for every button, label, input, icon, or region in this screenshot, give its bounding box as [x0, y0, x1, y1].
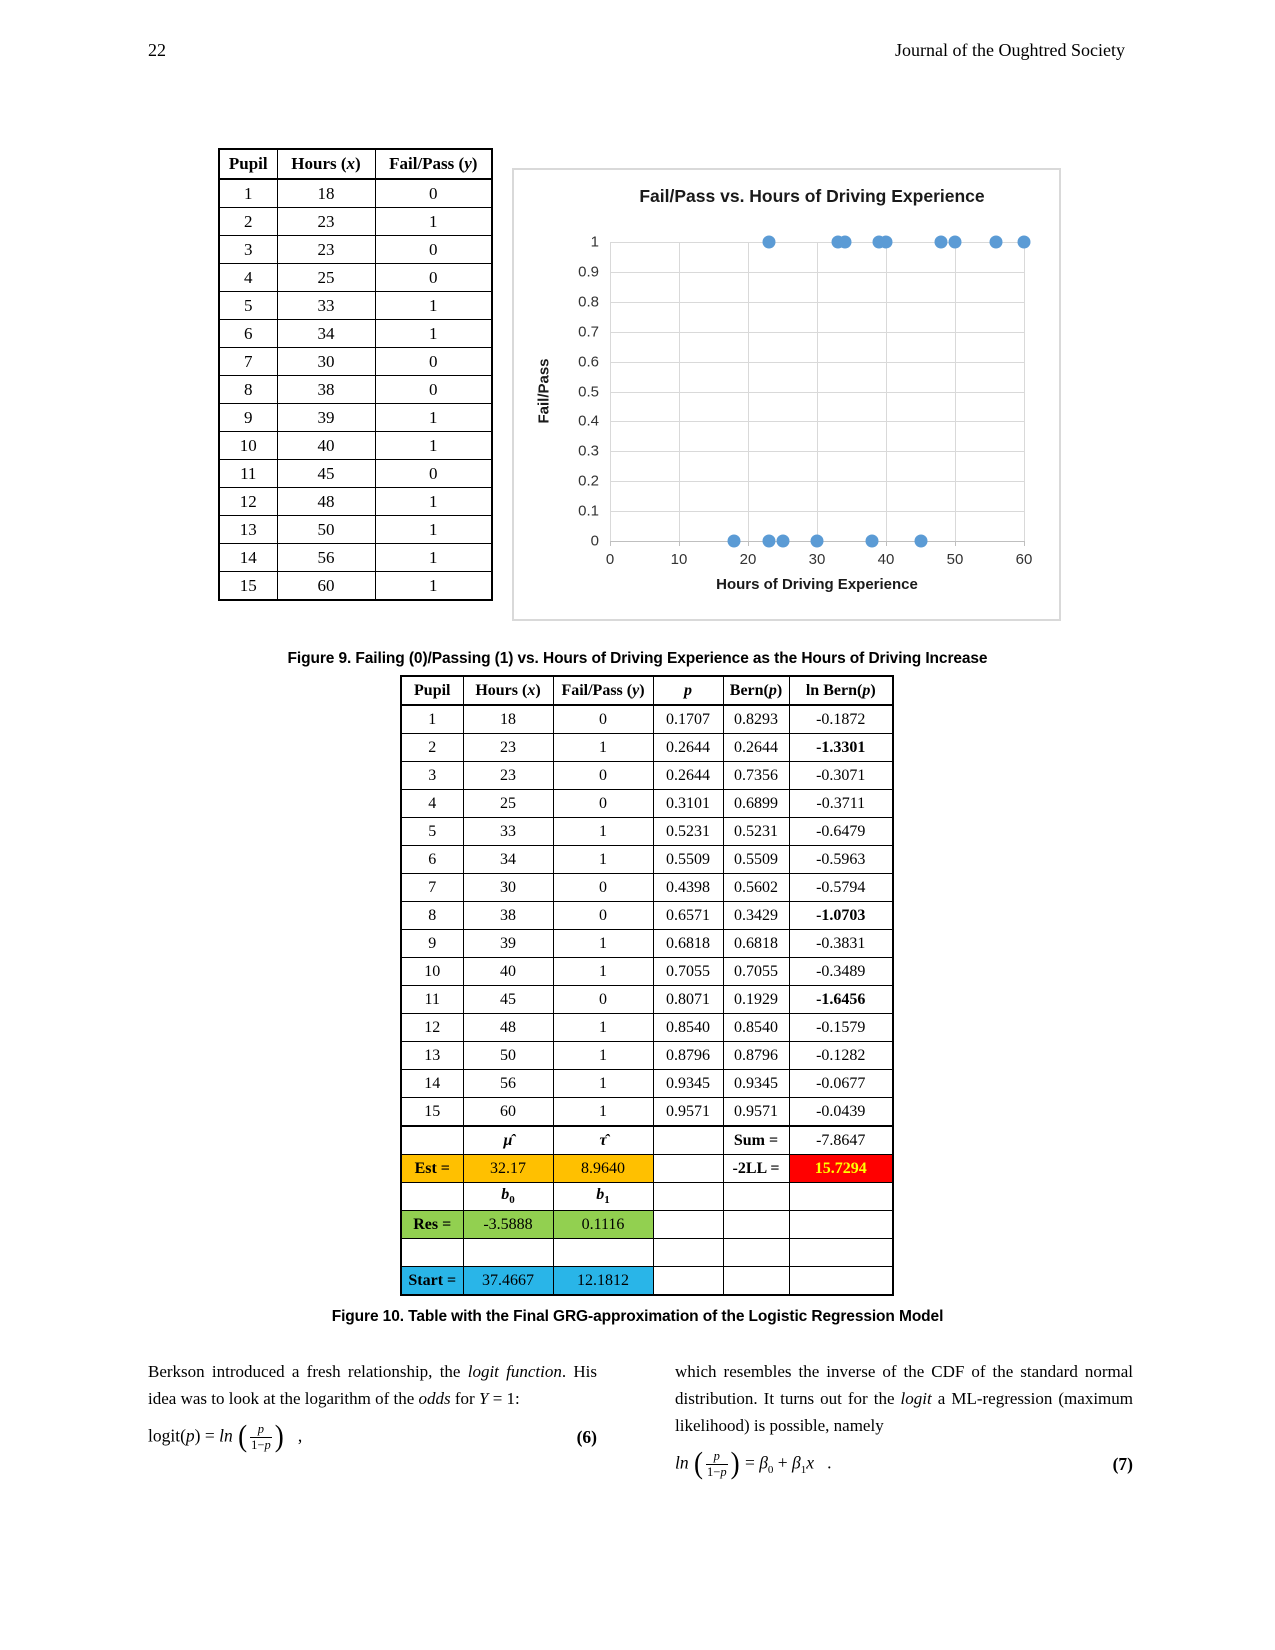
y-tick-label: 0	[590, 532, 599, 550]
table-cell: 18	[277, 179, 375, 208]
tick-mark	[1024, 541, 1025, 546]
table-cell: 9	[219, 404, 277, 432]
table-cell: 48	[463, 1014, 553, 1042]
table-cell: 50	[463, 1042, 553, 1070]
table-cell: 0.8540	[723, 1014, 789, 1042]
y-tick-label: 0.1	[578, 502, 599, 520]
data-point	[949, 236, 962, 249]
table-cell: 1	[375, 432, 492, 460]
data-point	[990, 236, 1003, 249]
table-cell: 0	[375, 460, 492, 488]
table-cell: 0.9345	[723, 1070, 789, 1098]
table-cell: 13	[401, 1042, 463, 1070]
tick-mark	[886, 541, 887, 546]
table-cell: 5	[401, 818, 463, 846]
table-cell: τ̂	[553, 1126, 653, 1155]
table-cell: -2LL =	[723, 1155, 789, 1183]
table-cell: 40	[277, 432, 375, 460]
table-cell: 0.8293	[723, 705, 789, 734]
table-cell: 12	[219, 488, 277, 516]
table-cell: 60	[463, 1098, 553, 1127]
x-tick-label: 50	[946, 551, 964, 568]
data-point	[879, 236, 892, 249]
table-cell: 15.7294	[789, 1155, 893, 1183]
table-cell: -1.3301	[789, 734, 893, 762]
gridline	[886, 242, 887, 541]
table-cell: 0.5602	[723, 874, 789, 902]
table-cell: 8.9640	[553, 1155, 653, 1183]
table-cell	[653, 1183, 723, 1211]
table-cell	[723, 1183, 789, 1211]
table-cell: 12.1812	[553, 1267, 653, 1296]
gridline	[610, 242, 611, 541]
table-cell: 23	[463, 734, 553, 762]
table-cell	[463, 1239, 553, 1267]
table-cell: 1	[375, 208, 492, 236]
column-header: p	[653, 676, 723, 705]
table-row	[219, 292, 492, 320]
equation-body: logit(p) = ln ( $\frac{p}{1-p}$ ) ,	[148, 1418, 303, 1453]
table-row	[219, 404, 492, 432]
table-cell: 5	[219, 292, 277, 320]
table-cell: 39	[277, 404, 375, 432]
data-point	[762, 236, 775, 249]
table-cell: 0.5509	[653, 846, 723, 874]
table-cell: 0	[375, 264, 492, 292]
x-tick-label: 40	[877, 551, 895, 568]
table-cell: 1	[553, 734, 653, 762]
equation-7	[675, 1445, 1133, 1480]
table-cell: 23	[277, 208, 375, 236]
table-cell: 0.1116	[553, 1211, 653, 1239]
table-row	[401, 1042, 893, 1070]
table-cell: 1	[375, 544, 492, 572]
table-cell	[723, 1211, 789, 1239]
table-cell: 38	[277, 376, 375, 404]
table-cell: 3	[401, 762, 463, 790]
table-cell: Est =	[401, 1155, 463, 1183]
y-tick-label: 0.3	[578, 442, 599, 460]
table-cell: 0.6899	[723, 790, 789, 818]
table-cell	[653, 1239, 723, 1267]
table-cell: 12	[401, 1014, 463, 1042]
table-cell: 48	[277, 488, 375, 516]
pupil-hours-table	[218, 148, 493, 601]
table-cell: 1	[553, 846, 653, 874]
table-row	[401, 1014, 893, 1042]
data-point	[914, 535, 927, 548]
table-cell: -0.5963	[789, 846, 893, 874]
tick-mark	[955, 541, 956, 546]
fraction: $\frac{p}{1-p}$	[707, 1449, 727, 1479]
figure9-caption: Figure 9. Failing (0)/Passing (1) vs. Hours of Driving Experience as the Hours of Driving Increase	[287, 650, 988, 667]
chart-title: Fail/Pass vs. Hours of Driving Experience	[639, 186, 985, 206]
table-row	[401, 902, 893, 930]
gridline	[1024, 242, 1025, 541]
equation-number: (6)	[576, 1427, 597, 1447]
y-tick-label: 0.8	[578, 293, 599, 311]
table-cell: 37.4667	[463, 1267, 553, 1296]
data-point	[935, 236, 948, 249]
page-header	[148, 40, 1125, 61]
equation-number: (7)	[1112, 1454, 1133, 1474]
text-column-left	[148, 1358, 597, 1453]
scatter-chart	[512, 168, 1061, 621]
table-row	[219, 488, 492, 516]
x-tick-label: 30	[808, 551, 826, 568]
x-tick-label: 60	[1015, 551, 1033, 568]
table-row	[219, 572, 492, 601]
table-cell: 0	[553, 790, 653, 818]
table-cell: -7.8647	[789, 1126, 893, 1155]
table-cell: 1	[553, 818, 653, 846]
table-cell: -0.0439	[789, 1098, 893, 1127]
table-row	[401, 874, 893, 902]
x-tick-label: 20	[739, 551, 757, 568]
y-tick-label: 0.4	[578, 412, 599, 430]
table-cell: 15	[219, 572, 277, 601]
table-cell: 0.9571	[723, 1098, 789, 1127]
table-cell: 0.2644	[653, 734, 723, 762]
table-cell: 14	[401, 1070, 463, 1098]
column-header: Fail/Pass (y)	[553, 676, 653, 705]
table-cell: 14	[219, 544, 277, 572]
table-row	[219, 376, 492, 404]
table-cell: 1	[553, 1070, 653, 1098]
table-cell: 4	[219, 264, 277, 292]
table-cell: 0.7356	[723, 762, 789, 790]
table-cell: 0.8071	[653, 986, 723, 1014]
y-tick-label: 0.2	[578, 472, 599, 490]
table-cell: 34	[463, 846, 553, 874]
table-cell: 1	[553, 930, 653, 958]
table-cell: 2	[401, 734, 463, 762]
table-cell: 0.5231	[653, 818, 723, 846]
gridline	[748, 242, 749, 541]
table-cell: $b_0$	[463, 1183, 553, 1211]
x-tick-label: 10	[670, 551, 688, 568]
table-cell: -3.5888	[463, 1211, 553, 1239]
table-cell: μ̂	[463, 1126, 553, 1155]
data-point	[811, 535, 824, 548]
data-point	[866, 535, 879, 548]
table-cell: 1	[553, 1042, 653, 1070]
y-tick-label: 0.7	[578, 323, 599, 341]
table-row	[219, 544, 492, 572]
table-cell	[723, 1267, 789, 1296]
table-cell: -1.0703	[789, 902, 893, 930]
table-cell: Start =	[401, 1267, 463, 1296]
table-cell: 0	[553, 902, 653, 930]
table-cell: 0.9571	[653, 1098, 723, 1127]
table-cell: 39	[463, 930, 553, 958]
table-cell: 1	[375, 292, 492, 320]
table-cell: -1.6456	[789, 986, 893, 1014]
table-row	[401, 958, 893, 986]
table-cell: 0.6818	[723, 930, 789, 958]
table-row	[219, 432, 492, 460]
table-cell: -0.5794	[789, 874, 893, 902]
table-cell	[553, 1239, 653, 1267]
table-cell: 2	[219, 208, 277, 236]
table-cell	[789, 1211, 893, 1239]
table-cell: 15	[401, 1098, 463, 1127]
table-cell: 30	[277, 348, 375, 376]
table-cell	[401, 1126, 463, 1155]
table-cell: Res =	[401, 1211, 463, 1239]
fraction: $\frac{p}{1-p}$	[251, 1422, 271, 1452]
table-row	[219, 208, 492, 236]
table-cell: 0.8796	[653, 1042, 723, 1070]
table-cell: 1	[219, 179, 277, 208]
table-row	[401, 1098, 893, 1127]
table-cell	[789, 1183, 893, 1211]
table-cell: 0.7055	[653, 958, 723, 986]
table-cell	[789, 1267, 893, 1296]
summary-row	[401, 1155, 893, 1183]
table-cell: 0	[375, 348, 492, 376]
table-row	[401, 705, 893, 734]
table-header-row	[219, 149, 492, 179]
x-axis-title: Hours of Driving Experience	[716, 576, 918, 593]
table-cell: 0.2644	[653, 762, 723, 790]
table-cell: 33	[277, 292, 375, 320]
table-cell: 6	[219, 320, 277, 348]
table-cell: 1	[553, 958, 653, 986]
table-cell: -0.1282	[789, 1042, 893, 1070]
table-cell: 0.1707	[653, 705, 723, 734]
table-row	[401, 762, 893, 790]
table-cell	[401, 1239, 463, 1267]
table-cell: 25	[463, 790, 553, 818]
table-cell: 0.4398	[653, 874, 723, 902]
table-cell: 3	[219, 236, 277, 264]
column-header: Bern(p)	[723, 676, 789, 705]
table-cell	[723, 1239, 789, 1267]
table-cell: 50	[277, 516, 375, 544]
table-cell	[653, 1155, 723, 1183]
table-row	[219, 348, 492, 376]
equation-body: ln ( $\frac{p}{1-p}$ ) = $\beta_0 + \beta_1x$ .	[675, 1445, 832, 1480]
table-cell: 56	[463, 1070, 553, 1098]
table-row	[219, 179, 492, 208]
table-row	[401, 790, 893, 818]
table-row	[219, 320, 492, 348]
table-row	[219, 516, 492, 544]
table-cell: 45	[277, 460, 375, 488]
table-cell	[653, 1211, 723, 1239]
data-point	[838, 236, 851, 249]
table-cell	[653, 1126, 723, 1155]
table-cell: 60	[277, 572, 375, 601]
table-cell: -0.3071	[789, 762, 893, 790]
table-cell: 0.8540	[653, 1014, 723, 1042]
table-cell: -0.3831	[789, 930, 893, 958]
table-cell: -0.3711	[789, 790, 893, 818]
table-cell: 1	[553, 1014, 653, 1042]
table-cell: -0.3489	[789, 958, 893, 986]
table-cell: 1	[375, 404, 492, 432]
table-row	[219, 460, 492, 488]
logistic-regression-table	[400, 675, 894, 1296]
table-cell: 0.6571	[653, 902, 723, 930]
column-header: Pupil	[401, 676, 463, 705]
table-cell: 0.7055	[723, 958, 789, 986]
table-cell: 0	[553, 986, 653, 1014]
gridline	[679, 242, 680, 541]
table-cell: 1	[375, 572, 492, 601]
table-cell: 11	[219, 460, 277, 488]
tick-mark	[748, 541, 749, 546]
x-tick-label: 0	[605, 551, 615, 568]
table-cell: 0.6818	[653, 930, 723, 958]
table-cell: -0.1579	[789, 1014, 893, 1042]
table-cell: 0.3429	[723, 902, 789, 930]
column-header: Hours (x)	[463, 676, 553, 705]
table-cell: 40	[463, 958, 553, 986]
data-point	[762, 535, 775, 548]
column-header: Fail/Pass (y)	[375, 149, 492, 179]
table-cell: 0.5509	[723, 846, 789, 874]
figure10-caption: Figure 10. Table with the Final GRG-approximation of the Logistic Regression Model	[331, 1308, 944, 1325]
table-cell: 13	[219, 516, 277, 544]
table-cell	[789, 1239, 893, 1267]
table-cell: 0	[375, 376, 492, 404]
paragraph: Berkson introduced a fresh relationship, the logit function. His idea was to look at the logarithm of the odds for Y = 1:	[148, 1362, 597, 1408]
table-cell: 0	[375, 179, 492, 208]
table-cell: 0	[553, 705, 653, 734]
summary-row	[401, 1211, 893, 1239]
table-cell: 23	[463, 762, 553, 790]
table-cell: 1	[375, 320, 492, 348]
table-cell: 34	[277, 320, 375, 348]
column-header: Pupil	[219, 149, 277, 179]
table-cell: 0.5231	[723, 818, 789, 846]
equation-6	[148, 1418, 597, 1453]
table-cell: 0	[553, 762, 653, 790]
table-cell: 1	[375, 488, 492, 516]
table-cell: $b_1$	[553, 1183, 653, 1211]
table-cell: 6	[401, 846, 463, 874]
y-tick-label: 0.5	[578, 383, 599, 400]
table-cell: 0.2644	[723, 734, 789, 762]
page-number: 22	[148, 40, 166, 60]
table-cell: -0.0677	[789, 1070, 893, 1098]
table-cell: 1	[401, 705, 463, 734]
y-tick-label: 0.9	[578, 263, 599, 281]
summary-row	[401, 1267, 893, 1296]
summary-row	[401, 1239, 893, 1267]
table-cell: 0.1929	[723, 986, 789, 1014]
table-cell: 0.3101	[653, 790, 723, 818]
table-cell: 7	[219, 348, 277, 376]
y-tick-label: 0.6	[578, 353, 599, 371]
table-cell: 8	[219, 376, 277, 404]
y-axis-title: Fail/Pass	[535, 358, 553, 424]
plot-area	[578, 233, 1033, 568]
table-cell: 1	[553, 1098, 653, 1127]
column-header: Hours (x)	[277, 149, 375, 179]
table-cell: 11	[401, 986, 463, 1014]
table-cell: 9	[401, 930, 463, 958]
table-cell: 25	[277, 264, 375, 292]
table-cell: 10	[219, 432, 277, 460]
table-row	[219, 236, 492, 264]
paragraph: which resembles the inverse of the CDF of the standard normal distribution. It turns out for the logit a ML-regression (maximum likelihood) is possible, namely	[675, 1362, 1133, 1435]
table-cell: 0	[375, 236, 492, 264]
table-row	[401, 818, 893, 846]
table-cell: 32.17	[463, 1155, 553, 1183]
table-cell: 30	[463, 874, 553, 902]
table-cell: 0.8796	[723, 1042, 789, 1070]
table-row	[401, 1070, 893, 1098]
table-row	[401, 986, 893, 1014]
data-point	[776, 535, 789, 548]
gridline	[817, 242, 818, 541]
table-cell	[401, 1183, 463, 1211]
summary-row	[401, 1126, 893, 1155]
column-header: ln Bern(p)	[789, 676, 893, 705]
table-row	[401, 734, 893, 762]
table-cell: Sum =	[723, 1126, 789, 1155]
table-cell: 8	[401, 902, 463, 930]
table-row	[401, 846, 893, 874]
table-cell: 0	[553, 874, 653, 902]
table-cell: 0.9345	[653, 1070, 723, 1098]
text-column-right	[675, 1358, 1133, 1480]
table-cell: 38	[463, 902, 553, 930]
table-cell: 23	[277, 236, 375, 264]
table-cell: 18	[463, 705, 553, 734]
table-cell: 10	[401, 958, 463, 986]
table-cell: 7	[401, 874, 463, 902]
table-cell: 56	[277, 544, 375, 572]
table-row	[401, 930, 893, 958]
gridline	[955, 242, 956, 541]
summary-row	[401, 1183, 893, 1211]
table-cell: 33	[463, 818, 553, 846]
data-point	[728, 535, 741, 548]
table-cell	[653, 1267, 723, 1296]
table-cell: 4	[401, 790, 463, 818]
table-header-row	[401, 676, 893, 705]
table-cell: -0.1872	[789, 705, 893, 734]
tick-mark	[610, 541, 611, 546]
table-cell: 1	[375, 516, 492, 544]
data-point	[1018, 236, 1031, 249]
tick-mark	[679, 541, 680, 546]
y-tick-label: 1	[590, 233, 599, 251]
table-cell: -0.6479	[789, 818, 893, 846]
table-cell: 45	[463, 986, 553, 1014]
journal-title: Journal of the Oughtred Society	[895, 40, 1125, 60]
table-row	[219, 264, 492, 292]
